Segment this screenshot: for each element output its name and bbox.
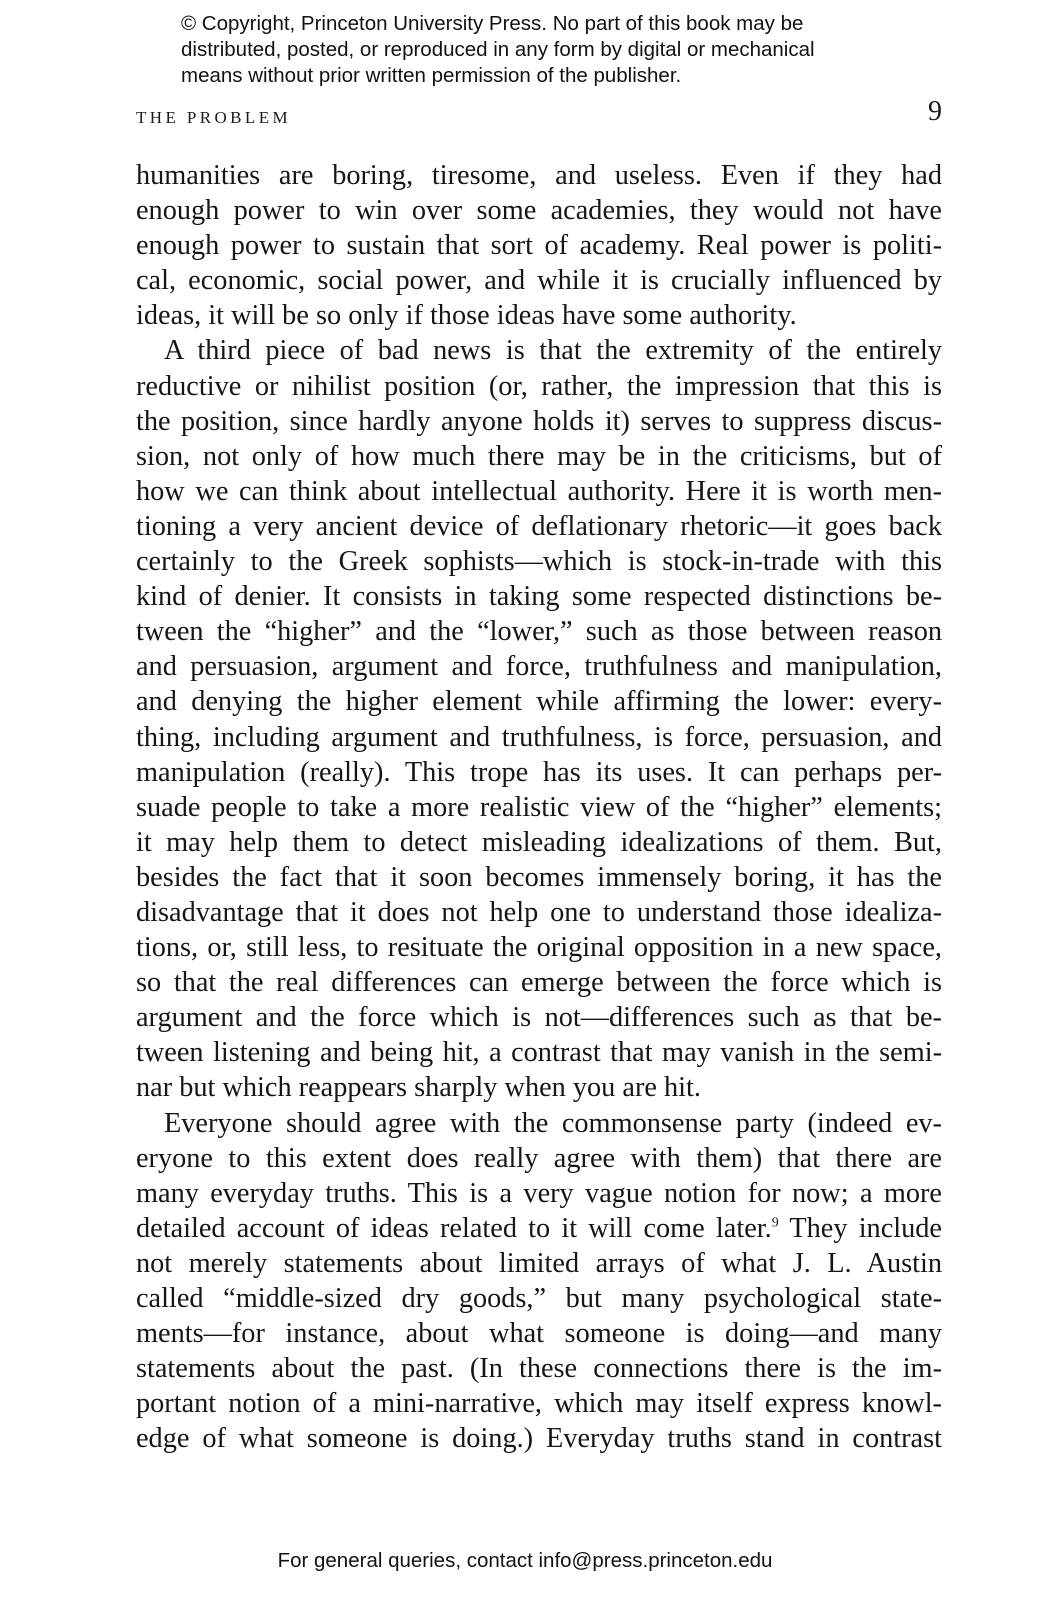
text-segment: They include [778,1212,942,1244]
text-line: so that the real differences can emerge between the force which is [136,967,942,999]
text-line: tioning a very ancient device of deflationary rhetoric—it goes back [136,510,942,542]
text-line: and denying the higher element while affirming the lower: every- [136,686,942,718]
text-line: sion, not only of how much there may be in the criticisms, but of [136,440,942,472]
text-line: many everyday truths. This is a very vague notion for now; a more [136,1177,942,1209]
text-line: certainly to the Greek sophists—which is stock-in-trade with this [136,546,942,578]
text-line: suade people to take a more realistic view of the “higher” elements; [136,791,942,823]
text-line: portant notion of a mini-narrative, which may itself express knowl- [136,1388,942,1420]
text-line: tions, or, still less, to resituate the original opposition in a new space, [136,932,942,964]
text-line: thing, including argument and truthfulness, is force, persuasion, and [136,721,942,753]
text-line: ments—for instance, about what someone is doing—and many [136,1318,942,1350]
footer-contact: For general queries, contact info@press.princeton.edu [277,1549,773,1572]
running-head: THE PROBLEM [136,108,291,127]
text-line: statements about the past. (In these connections there is the im- [136,1353,942,1385]
text-line: eryone to this extent does really agree with them) that there are [136,1142,942,1174]
body-text [136,158,942,1456]
text-line: disadvantage that it does not help one to understand those idealiza- [136,896,942,928]
text-line: tween listening and being hit, a contrast that may vanish in the semi- [136,1037,942,1069]
text-line: it may help them to detect misleading idealizations of them. But, [136,826,942,858]
text-line: Everyone should agree with the commonsense party (indeed ev- [164,1107,942,1139]
text-line-with-footnote [136,1211,942,1246]
copyright-line: © Copyright, Princeton University Press. No part of this book may be [181,12,804,35]
text-line: how we can think about intellectual authority. Here it is worth men- [136,475,942,507]
text-line: A third piece of bad news is that the extremity of the entirely [164,335,942,367]
text-line: cal, economic, social power, and while it is crucially influenced by [136,265,942,297]
text-line: humanities are boring, tiresome, and useless. Even if they had [136,160,942,191]
text-line: tween the “higher” and the “lower,” such as those between reason [136,616,942,648]
text-line: the position, since hardly anyone holds it) serves to suppress discus- [136,405,942,437]
text-line: ideas, it will be so only if those ideas have some authority. [136,300,797,332]
text-segment: detailed account of ideas related to it will come later. [136,1212,772,1244]
text-line: not merely statements about limited arrays of what J. L. Austin [136,1247,942,1279]
copyright-line: means without prior written permission of the publisher. [181,64,682,87]
text-line: reductive or nihilist position (or, rather, the impression that this is [136,370,942,402]
text-line: edge of what someone is doing.) Everyday truths stand in contrast [136,1423,942,1455]
footnote-reference[interactable]: 9 [771,1215,779,1231]
copyright-notice [181,11,921,89]
text-line: called “middle-sized dry goods,” but many psychological state- [136,1283,942,1314]
text-line: enough power to win over some academies, they would not have [136,195,942,227]
text-line: argument and the force which is not—differences such as that be- [136,1002,942,1034]
text-line: kind of denier. It consists in taking some respected distinctions be- [136,581,942,613]
text-line: and persuasion, argument and force, truthfulness and manipulation, [136,651,942,683]
text-line: manipulation (really). This trope has its uses. It can perhaps per- [136,756,942,788]
text-line: besides the fact that it soon becomes immensely boring, it has the [136,861,942,893]
copyright-line: distributed, posted, or reproduced in any form by digital or mechanical [181,38,815,61]
text-line: enough power to sustain that sort of academy. Real power is politi- [136,230,942,262]
text-line: nar but which reappears sharply when you are hit. [136,1072,701,1104]
page-number: 9 [928,96,942,127]
